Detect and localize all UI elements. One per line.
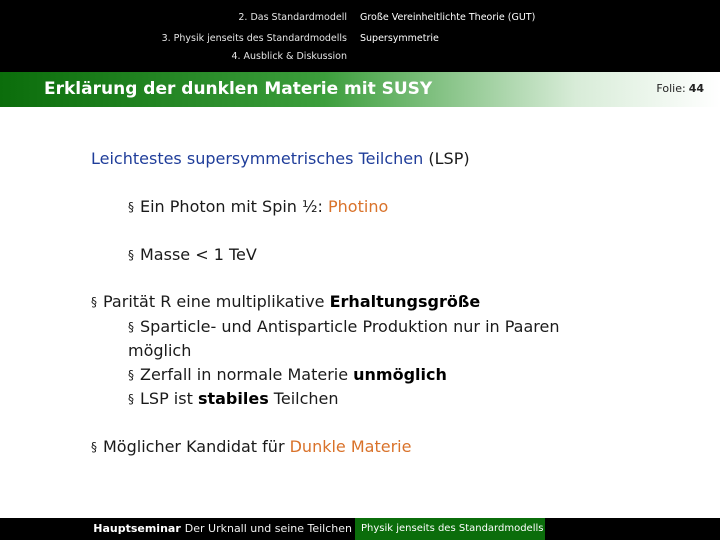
footer-section-label[interactable]: Physik jenseits des Standardmodells xyxy=(361,523,544,534)
sub-bullet-decay-text: Zerfall in normale Materie xyxy=(140,365,354,384)
slide-number xyxy=(656,82,704,95)
bullet-icon: § xyxy=(128,320,134,334)
nav-subsection-gut[interactable]: Große Vereinheitlichte Theorie (GUT) xyxy=(360,12,536,23)
bullet-parity xyxy=(91,292,480,311)
lsp-heading-abbr: (LSP) xyxy=(428,149,470,168)
title-bar xyxy=(0,72,720,107)
decay-strong: unmöglich xyxy=(353,365,447,384)
footer-section xyxy=(355,518,545,540)
sub-bullet-pairs-continued: möglich xyxy=(128,341,192,360)
slide-content xyxy=(0,107,720,518)
sub-bullet-stable-text: LSP ist xyxy=(140,389,198,408)
sub-bullet-pairs xyxy=(128,317,560,336)
footer-left xyxy=(93,522,352,535)
footer-seminar-label: Hauptseminar xyxy=(93,522,181,535)
photino-highlight: Photino xyxy=(328,197,389,216)
stable-strong: stabiles xyxy=(197,389,269,408)
bullet-photino-text: Ein Photon mit Spin ½: xyxy=(140,197,329,216)
bullet-parity-text: Parität R eine multiplikative xyxy=(103,292,330,311)
bullet-photino xyxy=(128,197,388,216)
nav-subsection-susy[interactable]: Supersymmetrie xyxy=(360,33,439,44)
bullet-icon: § xyxy=(91,295,97,309)
lsp-heading xyxy=(91,149,470,168)
slide-title: Erklärung der dunklen Materie mit SUSY xyxy=(44,79,433,99)
nav-section-3[interactable]: 3. Physik jenseits des Standardmodells xyxy=(161,33,347,44)
bullet-mass-text: Masse < 1 TeV xyxy=(140,245,257,264)
section-navigation xyxy=(0,0,355,72)
bullet-candidate xyxy=(91,437,411,456)
sub-bullet-stable-rest: Teilchen xyxy=(268,389,339,408)
sub-bullet-stable xyxy=(128,389,339,408)
bullet-icon: § xyxy=(128,248,134,262)
slide-number-value: 44 xyxy=(688,82,704,95)
lsp-heading-text: Leichtestes supersymmetrisches Teilchen xyxy=(91,149,424,168)
nav-section-2[interactable]: 2. Das Standardmodell xyxy=(238,12,347,23)
sub-bullet-decay xyxy=(128,365,447,384)
header-bar xyxy=(0,0,720,72)
footer-seminar-title: Der Urknall und seine Teilchen xyxy=(184,522,352,535)
bullet-mass xyxy=(128,245,257,264)
slide-number-label: Folie: xyxy=(656,82,686,95)
footer-bar xyxy=(0,518,720,540)
parity-strong: Erhaltungsgröße xyxy=(329,292,481,311)
bullet-candidate-text: Möglicher Kandidat für xyxy=(103,437,290,456)
bullet-icon: § xyxy=(91,440,97,454)
bullet-icon: § xyxy=(128,368,134,382)
sub-bullet-pairs-text: Sparticle- und Antisparticle Produktion nur in Paaren xyxy=(140,317,560,336)
subsection-navigation xyxy=(355,0,720,72)
bullet-icon: § xyxy=(128,200,134,214)
nav-section-4[interactable]: 4. Ausblick & Diskussion xyxy=(231,51,347,62)
dark-matter-highlight: Dunkle Materie xyxy=(289,437,412,456)
bullet-icon: § xyxy=(128,392,134,406)
